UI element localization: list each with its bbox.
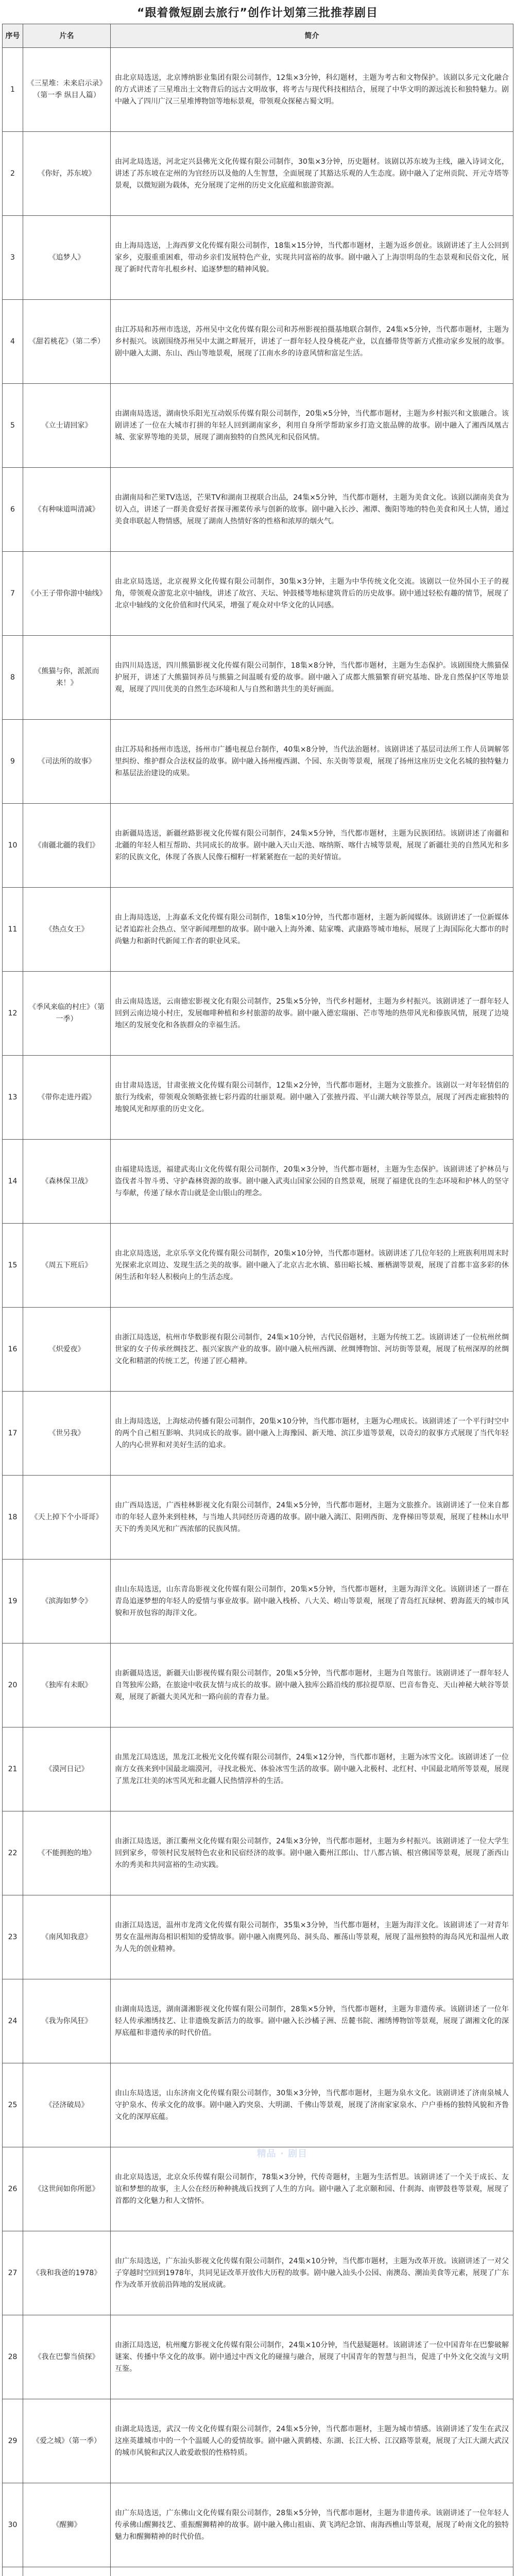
row-intro: 由云南局选送，云南德宏影视文化有限公司制作，25集×5分钟，当代乡村题材，主题为乡村振兴。该剧讲述了一群年轻人回到云南边境小村庄，发展咖啡种植和乡村旅游的故事。剧中融入德宏瑞丽、芒市等地的热带风光和傣族风情，展现了边境地区的发展变化和各族群众的幸福生活。 — [111, 972, 513, 1056]
row-intro: 由浙江局选送，杭州魔方影视文化传媒有限公司制作，24集×10分钟，当代悬疑题材。该剧讲述了一位中国青年在巴黎破解谜案、传播中华文化的故事。剧中通过中西文化的碰撞与融合，展现了中国青年的智慧与担当，促进了中外文化交流与文明互鉴。 — [111, 2315, 513, 2399]
row-intro: 由新疆局选送，新疆天山影视传媒有限公司制作，20集×5分钟，当代都市题材，主题为自驾旅行。该剧讲述了一群年轻人自驾独库公路，在旅途中收获友情与成长的故事。剧中融入独库公路沿线的那拉提草原、巴音布鲁克、天山神秘大峡谷等景观，展现了新疆大美风光和一路向前的青春力量。 — [111, 1643, 513, 1727]
table-row — [3, 1476, 513, 1560]
table-row — [3, 1308, 513, 1392]
recommendation-table — [2, 24, 513, 2576]
row-intro: 由浙江局选送，温州市龙湾文化传媒有限公司制作，35集×3分钟，当代都市题材，主题为海洋文化。该剧讲述了一对青年男女在温州海岛相识相知的爱情故事。剧中融入南麂列岛、洞头岛、雁荡山等景观，展现了温州独特的海岛风光和温州人敢为人先的创业精神。 — [111, 1895, 513, 1979]
table-row — [3, 2483, 513, 2567]
row-index: 7 — [3, 552, 23, 636]
table-row — [3, 888, 513, 972]
row-intro: 由新疆局选送，新疆丝路影视文化传媒有限公司制作，24集×5分钟，当代都市题材，主题为民族团结。该剧讲述了南疆和北疆的年轻人相互帮助、共同成长的故事。剧中融入天山天池、喀纳斯、喀什古城等景观，展现了新疆壮美的自然风光和多彩的民族文化，体现了各族人民像石榴籽一样紧紧抱在一起的美好情谊。 — [111, 804, 513, 888]
row-intro: 由广西局选送，广西桂林影视文化有限公司制作，24集×5分钟，当代都市题材，主题为文旅推介。该剧讲述了一位来自都市的年轻人意外来到桂林，与当地人共同经历奇遇的故事。剧中融入漓江、阳朔西街、龙脊梯田等景观，展现了桂林山水甲天下的秀美风光和广西浓郁的民族风情。 — [111, 1476, 513, 1560]
table-row — [3, 1643, 513, 1727]
row-intro: 由浙江局选送，浙江衢州文化传媒有限公司制作，24集×3分钟，当代都市题材，主题为乡村振兴。该剧讲述了一位大学生回到家乡，带领村民发展特色农业和民宿经济的故事。剧中融入衢州江郎山、廿八都古镇、根宫佛国等景观，展现了浙西山水的秀美和共同富裕的生动实践。 — [111, 1811, 513, 1895]
row-title: 《泾济破局》 — [23, 2063, 111, 2147]
table-row — [3, 1560, 513, 1643]
row-index: 23 — [3, 1895, 23, 1979]
row-intro: 由湖南局和芒果TV选送，芒果TV和湖南卫视联合出品，24集×5分钟，当代都市题材，主题为美食文化。该剧以湖南美食为切入点，讲述了一群美食爱好者探寻湘菜传承与创新的故事。剧中融入长沙、湘潭、衡阳等地的特色美食和风土人情，通过美食串联起人物情感，展现了湖南人热情好客的性格和浓厚的烟火气。 — [111, 468, 513, 552]
row-title: 《熊猫与你，派派而来！》 — [23, 636, 111, 720]
row-intro: 由江苏局和苏州市选送，苏州吴中文化传媒有限公司和苏州影视拍摄基地联合制作，24集×5分钟，当代都市题材，主题为乡村振兴。该剧围绕苏州吴中太湖之畔展开，讲述了一群年轻人投身桃花产业，以直播带货等新方式推动家乡发展的故事。剧中融入太湖、东山、西山等地景观，展现了江南水乡的诗意风情和富足生活。 — [111, 300, 513, 384]
table-row — [3, 216, 513, 300]
table-row — [3, 2147, 513, 2231]
row-title — [23, 2567, 111, 2576]
row-intro: 由福建局选送，福建武夷山文化传媒有限公司制作，20集×3分钟，当代都市题材，主题为生态保护。该剧讲述了护林员与盗伐者斗智斗勇、守护森林资源的故事。剧中融入武夷山国家公园的自然景观，展现了福建优良的生态环境和护林人的坚守与奉献，传递了绿水青山就是金山银山的理念。 — [111, 1140, 513, 1224]
table-row — [3, 1224, 513, 1308]
table-row — [3, 384, 513, 468]
row-index: 9 — [3, 720, 23, 804]
row-title: 《我在巴黎当侦探》 — [23, 2315, 111, 2399]
table-row — [3, 1811, 513, 1895]
row-index: 1 — [3, 48, 23, 132]
row-title: 《炽爱夜》 — [23, 1308, 111, 1392]
row-title: 《独库有未眠》 — [23, 1643, 111, 1727]
row-intro: 由山东局选送，山东青岛影视文化传媒有限公司制作，20集×5分钟，当代都市题材，主题为海洋文化。该剧讲述了一群在青岛追逐梦想的年轻人的爱情与事业故事。剧中融入栈桥、八大关、崂山等景观，展现了青岛红瓦绿树、碧海蓝天的城市风貌和开放包容的海洋文化。 — [111, 1560, 513, 1643]
row-intro: 由黑龙江局选送，黑龙江北极光文化传媒有限公司制作，24集×12分钟，当代都市题材，主题为冰雪文化。该剧讲述了一位南方女孩来到中国最北端漠河，寻找北极光、体验冰雪生活的故事。剧中融入北极村、北红村、中国最北哨所等景观，展现了黑龙江壮美的冰雪风光和北疆人民热情淳朴的生活。 — [111, 1727, 513, 1811]
table-row — [3, 720, 513, 804]
row-index: 13 — [3, 1056, 23, 1140]
row-index: 21 — [3, 1727, 23, 1811]
row-intro: 由甘肃局选送，甘肃张掖文化传媒有限公司制作，12集×2分钟，当代都市题材，主题为文旅推介。该剧以一对年轻情侣的旅行为线索，带领观众领略张掖七彩丹霞的壮丽景观。剧中融入了张掖丹霞、平山湖大峡谷等景点，展现了河西走廊独特的地貌风光和厚重的历史文化。 — [111, 1056, 513, 1140]
row-title: 《南疆北疆的我们》 — [23, 804, 111, 888]
row-index: 8 — [3, 636, 23, 720]
row-index: 15 — [3, 1224, 23, 1308]
table-row — [3, 552, 513, 636]
table-row — [3, 2231, 513, 2315]
row-title: 《小王子带你游中轴线》 — [23, 552, 111, 636]
document-title: “跟着微短剧去旅行”创作计划第三批推荐剧目 — [137, 7, 378, 20]
row-intro: 由四川局选送，四川熊猫影视文化传媒有限公司制作，18集×8分钟，当代都市题材，主题为生态保护。该剧围绕大熊猫保护展开，讲述了大熊猫饲养员与熊猫之间温暖有爱的故事。剧中融入了成都大熊猫繁育研究基地、卧龙自然保护区等地景观，展现了四川优美的自然生态环境和人与自然和谐共生的美好画面。 — [111, 636, 513, 720]
row-intro: 由河北局选送，河北定兴县佛光文化传媒有限公司制作，30集×3分钟，历史题材。该剧以苏东坡为主线，融入诗词文化，讲述了苏东坡在定州的为官经历以及他的人生智慧，全面展现了其豁达乐观的人生态度。剧中融入了定州贡院、开元寺塔等景观，以微短剧为载体，充分展现了定州的历史文化底蕴和旅游资源。 — [111, 132, 513, 216]
row-title: 《天上掉下个小哥哥》 — [23, 1476, 111, 1560]
row-intro: 由湖北局选送，武汉一传文化传媒有限公司制作，24集×5分钟，当代都市题材，主题为城市情感。该剧讲述了发生在武汉这座英雄城市中的一个个温暖人心的爱情故事。剧中融入黄鹤楼、东湖、长江大桥、江汉路等景观，展现了大江大湖大武汉的城市风貌和武汉人敢爱敢恨的性格特质。 — [111, 2399, 513, 2483]
row-title: 《甜若桃花》（第二季） — [23, 300, 111, 384]
row-title: 《这世间如你所愿》 — [23, 2147, 111, 2231]
row-title: 《醒狮》 — [23, 2483, 111, 2567]
table-row — [3, 1979, 513, 2063]
row-index: 28 — [3, 2315, 23, 2399]
row-index: 10 — [3, 804, 23, 888]
row-intro: 由北京局选送，北京博纳影业集团有限公司制作，12集×3分钟，科幻题材，主题为考古和文物保护。该剧以多元文化融合的方式讲述了三星堆出土文物背后的远古文明故事，将考古与现代科技相结合，展现了中华文明的源远流长和独特魅力。剧中融入了四川广汉三星堆博物馆等地标景观，带领观众探秘古蜀文明。 — [111, 48, 513, 132]
row-title: 《我为你风狂》 — [23, 1979, 111, 2063]
row-intro: 由北京局选送，北京视界文化传媒有限公司制作，30集×3分钟，主题为中华传统文化交流。该剧以一位外国小王子的视角，带领观众游览北京中轴线，讲述了故宫、天坛、钟鼓楼等地标建筑背后的历史故事。剧中通过轻松有趣的情节，展现了北京中轴线的文化价值和时代风采，增强了观众对中华文化的认同感。 — [111, 552, 513, 636]
table-row — [3, 1140, 513, 1224]
row-index: 2 — [3, 132, 23, 216]
row-intro: 由广东局选送，广东汕头影视文化传媒有限公司制作，24集×10分钟，当代都市题材，主题为改革开放。该剧讲述了一对父子穿越时空回到1978年，共同见证改革开放伟大历程的故事。剧中融入汕头小公园、南澳岛、潮汕美食等元素，展现了广东作为改革开放前沿阵地的发展成就。 — [111, 2231, 513, 2315]
row-intro: 由北京局选送，北京乐享文化传媒有限公司制作，20集×10分钟，当代都市题材。该剧讲述了几位年轻的上班族利用周末时光探索北京周边、发现生活之美的故事。剧中融入了北京古北水镇、慕田峪长城、雁栖湖等景观，展现了首都丰富多彩的休闲生活和年轻人积极向上的生活态度。 — [111, 1224, 513, 1308]
row-intro: 由广东局选送，广东佛山文化传媒有限公司制作，28集×5分钟，当代都市题材，主题为非遗传承。该剧讲述了一位年轻人传承佛山醒狮技艺、重振醒狮精神的故事。剧中融入佛山祖庙、黄飞鸿纪念馆、南海西樵山等景观，展现了岭南文化的独特魅力和醒狮精神的时代价值。 — [111, 2483, 513, 2567]
table-row — [3, 1392, 513, 1476]
table-row — [3, 2399, 513, 2483]
row-index: 30 — [3, 2483, 23, 2567]
table-row — [3, 2315, 513, 2399]
row-title: 《带你走进丹霞》 — [23, 1056, 111, 1140]
row-title: 《季风来临的村庄》（第一季） — [23, 972, 111, 1056]
row-intro: 由浙江局选送，杭州市华数影视有限公司制作，24集×10分钟，古代民俗题材，主题为传统工艺。该剧讲述了一位杭州丝绸世家的女子传承丝绸技艺、振兴家族产业的故事。剧中融入杭州西湖、丝绸博物馆、河坊街等景观，展现了杭州深厚的丝绸文化和精湛的传统工艺，传递了匠心精神。 — [111, 1308, 513, 1392]
header-index: 序号 — [3, 24, 23, 48]
row-title: 《不能拥抱的地》 — [23, 1811, 111, 1895]
row-title: 《世另我》 — [23, 1392, 111, 1476]
header-name: 片名 — [23, 24, 111, 48]
table-body — [3, 48, 513, 2576]
row-index: 22 — [3, 1811, 23, 1895]
row-intro: 由上海局选送，上海嘉禾文化传媒有限公司制作，18集×10分钟，当代都市题材，主题为新闻媒体。该剧讲述了一位新媒体记者追踪社会热点、坚守新闻理想的故事。剧中融入上海外滩、陆家嘴、武康路等城市地标，展现了上海国际化大都市的时尚魅力和新时代新闻工作者的职业风采。 — [111, 888, 513, 972]
row-title: 《立士请回家》 — [23, 384, 111, 468]
row-title: 《追梦人》 — [23, 216, 111, 300]
table-row — [3, 1056, 513, 1140]
watermark: 精品 · 剧目 — [256, 2148, 308, 2159]
row-title: 《三星堆：未来启示录》（第一季 纵目人篇） — [23, 48, 111, 132]
row-index: 19 — [3, 1560, 23, 1643]
row-title: 《司法所的故事》 — [23, 720, 111, 804]
row-title: 《你好，苏东坡》 — [23, 132, 111, 216]
table-row — [3, 1727, 513, 1811]
table-row — [3, 2063, 513, 2147]
row-index: 16 — [3, 1308, 23, 1392]
table-header-row — [3, 24, 513, 48]
row-index: 12 — [3, 972, 23, 1056]
row-title: 《周五下班后》 — [23, 1224, 111, 1308]
table-row — [3, 48, 513, 132]
table-row — [3, 972, 513, 1056]
table-row — [3, 468, 513, 552]
table-row — [3, 132, 513, 216]
row-title: 《滨海如梦令》 — [23, 1560, 111, 1643]
row-index: 3 — [3, 216, 23, 300]
row-title: 《我和我爸的1978》 — [23, 2231, 111, 2315]
row-index — [3, 2567, 23, 2576]
row-index: 17 — [3, 1392, 23, 1476]
row-title: 《有种味道叫清减》 — [23, 468, 111, 552]
row-intro: 由北京局选送，北京众乐传媒有限公司制作，78集×3分钟，代传奇题材，主题为生活哲思。该剧讲述了一个关于成长、友谊和梦想的故事，主人公在经历种种挑战后找到了人生的方向。剧中融入了北京颐和园、什刹海、南锣鼓巷等景观，展现了首都的文化魅力和人文情怀。 — [111, 2147, 513, 2231]
row-intro — [111, 2567, 513, 2576]
row-title: 《热点女王》 — [23, 888, 111, 972]
row-title: 《南风知我意》 — [23, 1895, 111, 1979]
row-title: 《爱之城》（第一季） — [23, 2399, 111, 2483]
row-index: 29 — [3, 2399, 23, 2483]
row-index: 4 — [3, 300, 23, 384]
table-row — [3, 1895, 513, 1979]
row-intro: 由湖南局选送，湖南快乐阳光互动娱乐传媒有限公司制作，20集×5分钟，当代都市题材，主题为乡村振兴和文旅融合。该剧讲述了一位在大城市打拼的年轻人回到湖南家乡，利用自身所学帮助家乡打造文旅品牌的故事。剧中融入了湘西凤凰古城、张家界等地的美景，展现了湖南独特的自然风光和民俗风情。 — [111, 384, 513, 468]
row-intro: 由上海局选送，上海西萝文化传媒有限公司制作，18集×15分钟，当代都市题材，主题为返乡创业。该剧讲述了主人公回到家乡，克服重重困难，带动乡亲们发展特色产业，实现共同富裕的故事。剧中融入了上海崇明岛的生态景观和民俗文化，展现了新时代青年扎根乡村、追逐梦想的精神风貌。 — [111, 216, 513, 300]
row-index: 18 — [3, 1476, 23, 1560]
row-index: 11 — [3, 888, 23, 972]
row-title: 《漠河日记》 — [23, 1727, 111, 1811]
table-row — [3, 636, 513, 720]
row-index: 6 — [3, 468, 23, 552]
table-row — [3, 300, 513, 384]
row-intro: 由山东局选送，山东济南文化传媒有限公司制作，30集×3分钟，当代都市题材，主题为泉水文化。该剧讲述了济南泉城人守护泉水、传承文化的故事。剧中融入趵突泉、大明湖、千佛山等景观，展现了济南家家泉水、户户垂杨的独特风貌和齐鲁文化的深厚底蕴。 — [111, 2063, 513, 2147]
row-index: 26 — [3, 2147, 23, 2231]
table-row — [3, 804, 513, 888]
table-row — [3, 2567, 513, 2576]
row-index: 14 — [3, 1140, 23, 1224]
row-index: 25 — [3, 2063, 23, 2147]
row-index: 24 — [3, 1979, 23, 2063]
header-intro: 简介 — [111, 24, 513, 48]
row-index: 5 — [3, 384, 23, 468]
row-title: 《森林保卫战》 — [23, 1140, 111, 1224]
row-intro: 由上海局选送，上海炫动传播有限公司制作，20集×10分钟，当代都市题材，主题为心理成长。该剧讲述了一个平行时空中的两个自己相互影响、共同成长的故事。剧中融入上海豫园、新天地、滨江步道等景观，以奇幻的叙事方式展现了当代年轻人的内心世界和对美好生活的追求。 — [111, 1392, 513, 1476]
row-index: 20 — [3, 1643, 23, 1727]
row-intro: 由湖南局选送，湖南潇湘影视文化传媒有限公司制作，28集×5分钟，当代都市题材，主题为非遗传承。该剧讲述了一位年轻人传承湘绣技艺、让非遗焕发新活力的故事。剧中融入长沙橘子洲、岳麓书院、湘绣博物馆等景观，展现了湖湘文化的深厚底蕴和非遗传承的时代价值。 — [111, 1979, 513, 2063]
row-index: 27 — [3, 2231, 23, 2315]
row-intro: 由江苏局和扬州市选送，扬州市广播电视总台制作，40集×8分钟，当代法治题材。该剧讲述了基层司法所工作人员调解邻里纠纷、维护群众合法权益的故事。剧中融入扬州瘦西湖、个园、东关街等景观，展现了扬州这座历史文化名城的独特魅力和基层法治建设的成果。 — [111, 720, 513, 804]
